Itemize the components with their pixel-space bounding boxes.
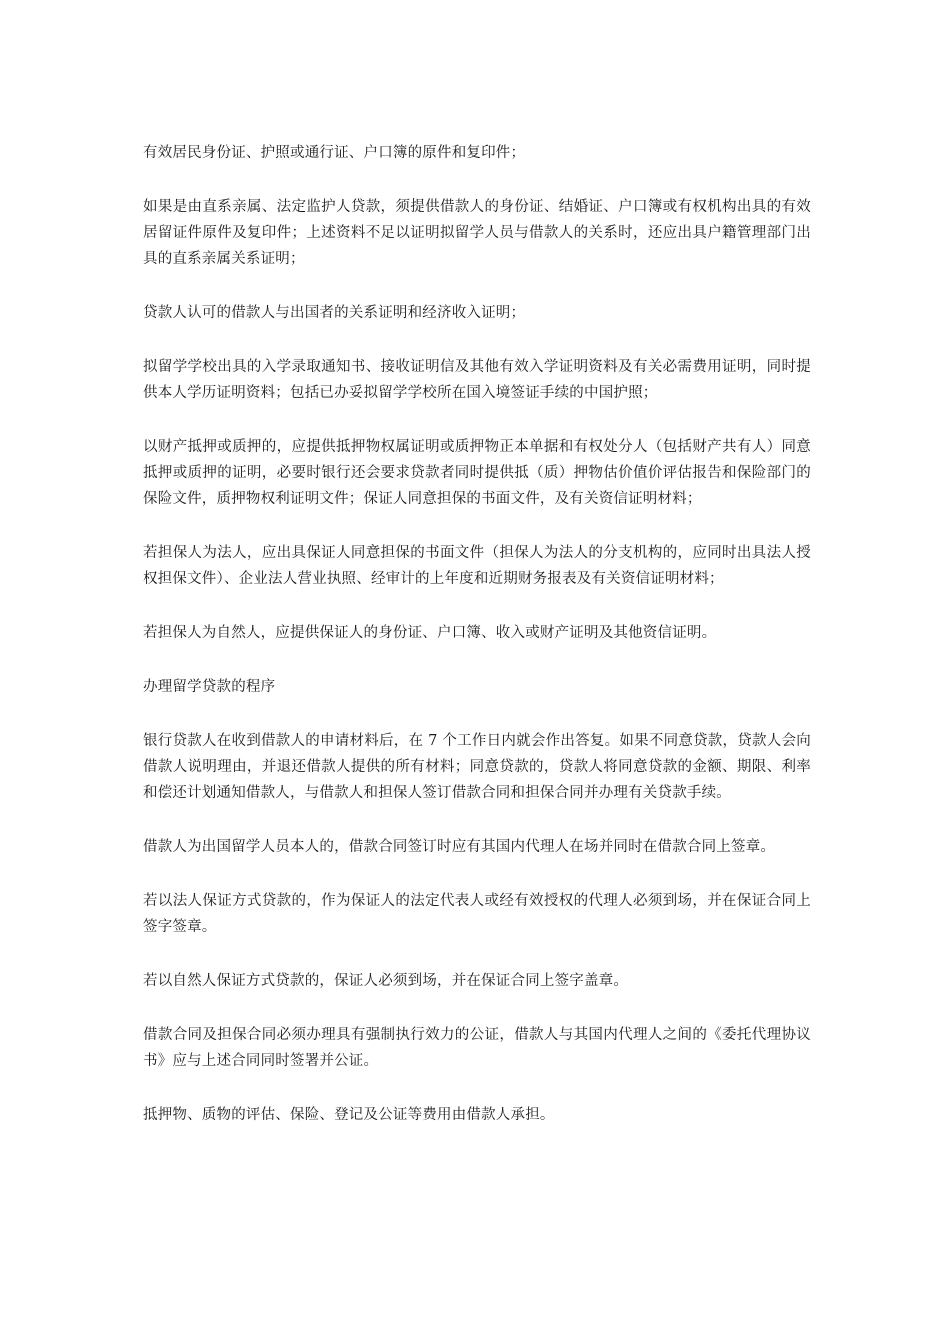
paragraph-bank-reply: 银行贷款人在收到借款人的申请材料后，在 7 个工作日内就会作出答复。如果不同意贷款，贷款人会向借款人说明理由，并退还借款人提供的所有材料；同意贷款的，贷款人将同意贷款的金额、期限、利率和偿还计划通知借款人，与借款人和担保人签订借款合同和担保合同并办理有关贷款手续。	[143, 733, 811, 801]
paragraph-legal-person-guarantor: 若担保人为法人，应出具保证人同意担保的书面文件（担保人为法人的分支机构的，应同时出具法人授权担保文件）、企业法人营业执照、经审计的上年度和近期财务报表及有关资信证明材料；	[143, 545, 811, 587]
paragraph-admission-documents: 拟留学学校出具的入学录取通知书、接收证明信及其他有效入学证明资料及有关必需费用证明，同时提供本人学历证明资料；包括已办妥拟留学学校所在国入境签证手续的中国护照；	[143, 359, 811, 401]
section-heading-loan-procedure: 办理留学贷款的程序	[143, 679, 276, 695]
paragraph-legal-person-guarantee: 若以法人保证方式贷款的，作为保证人的法定代表人或经有效授权的代理人必须到场，并在保证合同上签字签章。	[143, 893, 811, 935]
paragraph-relative-guardian-loan: 如果是由直系亲属、法定监护人贷款，须提供借款人的身份证、结婚证、户口簿或有权机构出具的有效居留证件原件及复印件；上述资料不足以证明拟留学人员与借款人的关系时，还应出具户籍管理部门出具的直系亲属关系证明；	[143, 199, 811, 267]
paragraph-fees: 抵押物、质物的评估、保险、登记及公证等费用由借款人承担。	[143, 1107, 555, 1123]
paragraph-natural-person-guarantor: 若担保人为自然人，应提供保证人的身份证、户口簿、收入或财产证明及其他资信证明。	[143, 625, 717, 641]
paragraph-natural-person-guarantee: 若以自然人保证方式贷款的，保证人必须到场，并在保证合同上签字盖章。	[143, 973, 629, 989]
paragraph-collateral-pledge: 以财产抵押或质押的，应提供抵押物权属证明或质押物正本单据和有权处分人（包括财产共有人）同意抵押或质押的证明，必要时银行还会要求贷款者同时提供抵（质）押物估价值价评估报告和保险部门的保险文件，质押物权利证明文件；保证人同意担保的书面文件，及有关资信证明材料；	[143, 439, 811, 507]
paragraph-notarization: 借款合同及担保合同必须办理具有强制执行效力的公证，借款人与其国内代理人之间的《委托代理协议书》应与上述合同同时签署并公证。	[143, 1027, 811, 1069]
document-body	[143, 140, 811, 1156]
paragraph-relationship-income-proof: 贷款人认可的借款人与出国者的关系证明和经济收入证明；	[143, 305, 526, 321]
paragraph-identity-documents: 有效居民身份证、护照或通行证、户口簿的原件和复印件；	[143, 145, 526, 161]
paragraph-borrower-agent-signing: 借款人为出国留学人员本人的，借款合同签订时应有其国内代理人在场并同时在借款合同上签章。	[143, 839, 776, 855]
